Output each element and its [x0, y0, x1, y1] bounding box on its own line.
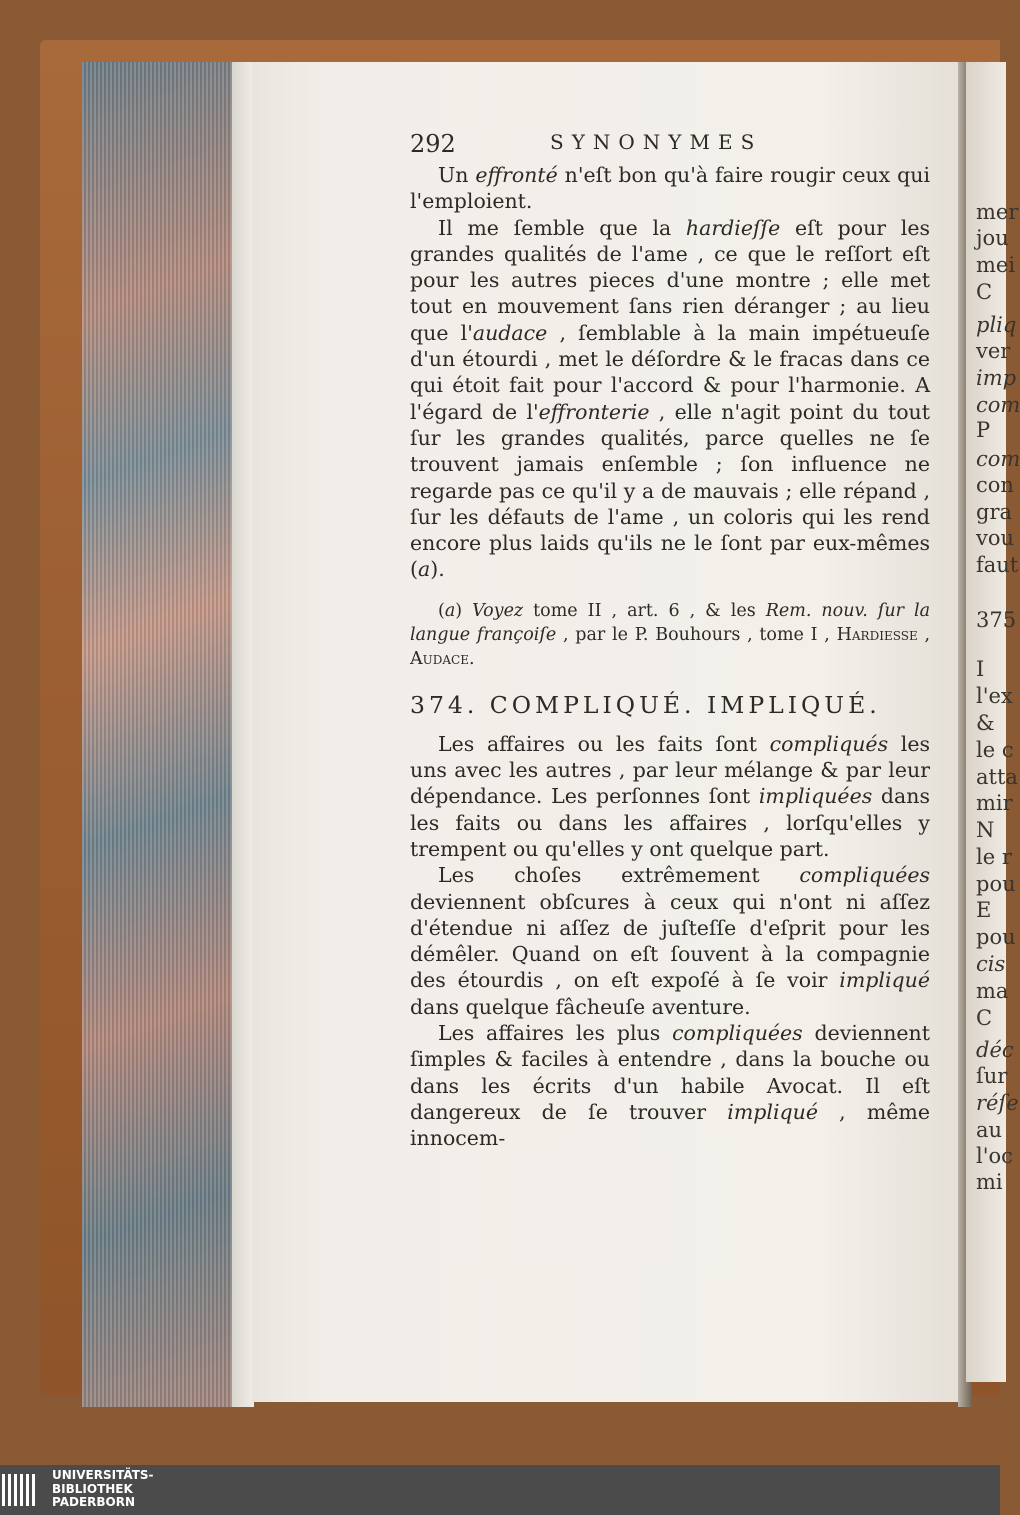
italic-term: impliqué [727, 1099, 818, 1124]
italic-term: effronterie [538, 399, 650, 424]
right-page-word: mir [976, 791, 1013, 815]
right-page-word: l'ex [976, 684, 1013, 708]
italic-term: impliquées [758, 784, 873, 809]
page-stack-edge [232, 62, 254, 1407]
footnote-mark: a [444, 600, 456, 621]
text-run: tome II , art. 6 , & les [523, 600, 766, 621]
text-run: deviennent ſimples & faciles à entendre , dans la bouche ou dans les écrits d'un habile Avocat. Il eſt dangereux de ſe trouver [410, 1021, 930, 1124]
text-run: , ſemblable à la main impétueuſe d'un étourdi , met le déſordre & le fracas dans ce qui étoit fait pour l'accord & pour l'harmonie. A l'égard de l' [410, 320, 930, 424]
text-run: , même innocem- [410, 1099, 930, 1151]
text-run: Un [438, 163, 476, 187]
right-page-word: pliq [976, 313, 1017, 337]
right-page-word: P [976, 418, 991, 442]
library-name-line: BIBLIOTHEK [52, 1481, 133, 1496]
text-run: Il me ſemble que la [438, 215, 686, 240]
right-page-word: le c [976, 738, 1014, 762]
right-page-word: C [976, 1006, 993, 1030]
right-page-word: con [976, 473, 1014, 497]
paragraph-hardiesse [410, 215, 930, 583]
page-text [410, 128, 930, 1152]
footnote [410, 599, 930, 671]
library-name-line: PADERBORN [52, 1495, 136, 1509]
italic-term: impliqué [839, 968, 930, 993]
text-run: ). [430, 557, 445, 582]
italic-term: hardieſſe [685, 215, 781, 240]
right-page-word: réſe [976, 1091, 1019, 1115]
right-page-word: 375 [976, 608, 1017, 632]
section-heading: 374. COMPLIQUÉ. IMPLIQUÉ. [410, 690, 881, 719]
running-title: SYNONYMES [550, 130, 763, 154]
right-page-word: ſur [976, 1064, 1008, 1088]
right-page-word: gra [976, 500, 1013, 524]
right-page-word: com [976, 393, 1020, 417]
right-page-word: pou [976, 872, 1016, 896]
text-run: Les affaires ou les faits ſont [438, 731, 770, 756]
italic-term: audace [472, 320, 548, 345]
italic-term: Rem. nouv. ſur la langue françoiſe [410, 600, 931, 645]
running-head [410, 128, 930, 162]
text-run: dans les faits ou dans les affaires , lorſqu'elles y trempent ou qu'elles y ont quelque part. [410, 784, 930, 861]
library-name [52, 1469, 154, 1510]
right-page-word: déc [976, 1038, 1014, 1062]
text-run: , par le P. Bouhours , tome I , [556, 624, 837, 645]
library-name-line: UNIVERSITÄTS- [52, 1468, 154, 1482]
right-page-word: vou [976, 526, 1015, 550]
right-page-word: mi [976, 1170, 1003, 1194]
text-run: Les affaires les plus [438, 1021, 673, 1046]
text-run: deviennent obſcures à ceux qui n'ont ni aſſez d'étendue ni aſſez de juſteſſe d'eſprit pour les démêler. Quand on eſt ſouvent à la compagnie des étourdis , on eſt expoſé à ſe voir [410, 889, 930, 993]
paragraph-compliques [410, 731, 930, 862]
right-page-word: N [976, 818, 995, 842]
text-run: les uns avec les autres , par leur mélange & par leur dépendance. Les perſonnes ſont [410, 731, 930, 809]
right-page-word: cis [976, 952, 1006, 976]
paragraph-effronte [410, 162, 930, 215]
text-run: Les choſes extrêmement [438, 863, 800, 888]
text-run: eſt pour les grandes qualités de l'ame , ce que le reſſort eſt pour les autres pieces d'une montre ; elle met tout en mouvement ſans rien déranger ; au lieu que l' [410, 215, 930, 345]
marbled-page-edge [82, 62, 252, 1407]
right-page-word: ma [976, 979, 1009, 1003]
right-page-word: & [976, 711, 995, 735]
footnote-ref: a [418, 557, 431, 582]
right-page-word: au [976, 1118, 1003, 1142]
right-page-fragment [966, 62, 1020, 1382]
text-run: , elle n'agit point du tout ſur les grandes qualités, parce quelles ne ſe trouvent jamais enſemble ; ſon influence ne regarde pas ce qu'il y a de mauvais ; elle répand , ſur les défauts de l'ame , un coloris qui les rend encore plus laids qu'ils ne le ſont par eux-mêmes ( [410, 399, 930, 582]
right-page-word: mei [976, 253, 1016, 277]
italic-term: compliqués [769, 731, 889, 756]
library-footer-bar [0, 1465, 1000, 1515]
text-run: ( [438, 600, 445, 621]
text-run: dans quelque fâcheuſe aventure. [410, 994, 751, 1019]
paragraph-affaires [410, 1020, 930, 1151]
library-logo-icon [0, 1470, 42, 1510]
right-page-word: le r [976, 845, 1012, 869]
right-page-word: C [976, 280, 993, 304]
text-run: ) [455, 600, 473, 621]
italic-term: compliquées [672, 1021, 803, 1046]
right-page-word: ver [976, 339, 1011, 363]
text-run: n'eſt bon qu'à faire rougir ceux qui l'emploient. [410, 163, 931, 214]
right-page-word: l'oc [976, 1144, 1013, 1168]
right-page-word: com [976, 447, 1020, 471]
right-page-word: imp [976, 366, 1017, 390]
small-caps-term: Hardiesse , Audace. [410, 624, 931, 669]
right-page-word: pou [976, 925, 1016, 949]
right-page-word: E [976, 898, 992, 922]
right-page-word: mer [976, 200, 1019, 224]
right-page-word: atta [976, 765, 1018, 789]
italic-term: effronté [475, 163, 558, 187]
page-number: 292 [410, 130, 456, 158]
italic-term: Voyez [472, 600, 524, 621]
right-page-word: jou [976, 226, 1009, 250]
right-page-word: I [976, 657, 985, 681]
italic-term: compliquées [799, 863, 930, 888]
right-page-word: faut [976, 553, 1019, 577]
paragraph-choses [410, 862, 930, 1020]
